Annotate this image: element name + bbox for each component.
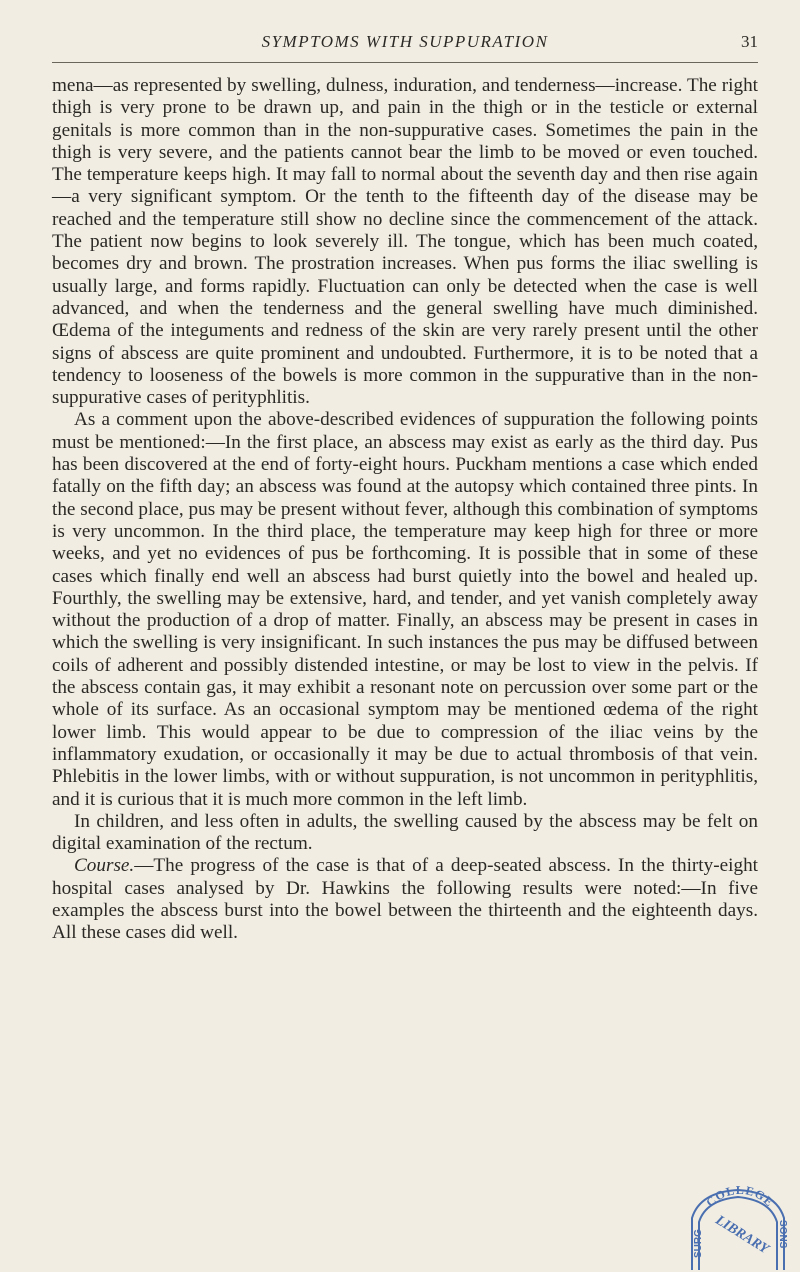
stamp-left-text: SURG	[693, 1229, 704, 1258]
stamp-outer-text: COLLEGE	[703, 1186, 777, 1210]
running-title: SYMPTOMS WITH SUPPURATION	[261, 32, 549, 51]
library-stamp	[688, 1186, 788, 1270]
paragraph-3: In children, and less often in adults, the swelling caused by the abscess may be felt on digital examination of the rectum.	[52, 810, 758, 855]
page-number: 31	[741, 32, 758, 51]
running-head	[52, 28, 758, 63]
body-text	[52, 75, 758, 945]
paragraph-2: As a comment upon the above-described evidences of suppuration the following points must be mentioned:—In the first place, an abscess may exist as early as the third day. Pus has been discovered at the end of forty-eight hours. Puckham mentions a case which ended fatally on the fifth day; an abscess was found at the autopsy which contained three pints. In the second place, pus may be present without fever, although this combination of symptoms is very uncommon. In the third place, the temperature may keep high for three or more weeks, and yet no evidences of pus be forthcoming. It is possible that in some of these cases which finally end well an abscess had burst quietly into the bowel and healed up. Fourthly, the swelling may be extensive, hard, and tender, and yet vanish completely away without the production of a drop of matter. Finally, an abscess may be present in cases in which the swelling is very insignificant. In such instances the pus may be diffused between coils of adherent and possibly distended intestine, or may be lost to view in the pelvis. If the abscess contain gas, it may exhibit a resonant note on percussion over some part or the whole of its surface. As an occasional symptom may be mentioned œdema of the right lower limb. This would appear to be due to compression of the iliac veins by the inflammatory exudation, or occasionally it may be due to actual thrombosis of that vein. Phlebitis in the lower limbs, with or without suppuration, is not uncommon in perityphlitis, and it is curious that it is much more common in the left limb.	[52, 409, 758, 810]
book-page	[52, 28, 758, 945]
paragraph-course	[52, 855, 758, 944]
course-text: —The progress of the case is that of a deep-seated abscess. In the thirty-eight hospital cases analysed by Dr. Hawkins the following results were noted:—In five examples the abscess burst into the bowel between the thirteenth and the eighteenth days. All these cases did well.	[52, 855, 758, 944]
stamp-right-text: SONS	[777, 1220, 788, 1249]
course-heading: Course.	[74, 855, 135, 877]
paragraph-1: mena—as represented by swelling, dulness, induration, and tenderness—increase. The right thigh is very prone to be drawn up, and pain in the thigh or in the testicle or external genitals is more common than in the non-suppurative cases. Sometimes the pain in the thigh is very severe, and the patients cannot bear the limb to be moved or even touched. The temperature keeps high. It may fall to normal about the seventh day and then rise again—a very significant symptom. Or the tenth to the fifteenth day of the disease may be reached and the temperature still show no decline since the commencement of the attack. The patient now begins to look severely ill. The tongue, which has been much coated, becomes dry and brown. The prostration increases. When pus forms the iliac swelling is usually large, and forms rapidly. Fluctuation can only be detected when the case is well advanced, and when the tenderness and the general swelling have much diminished. Œdema of the integuments and redness of the skin are very rarely present until the other signs of abscess are quite prominent and undoubted. Furthermore, it is to be noted that a tendency to looseness of the bowels is more common in the suppurative than in the non-suppurative cases of perityphlitis.	[52, 75, 758, 409]
stamp-inner-text: LIBRARY	[712, 1212, 772, 1258]
